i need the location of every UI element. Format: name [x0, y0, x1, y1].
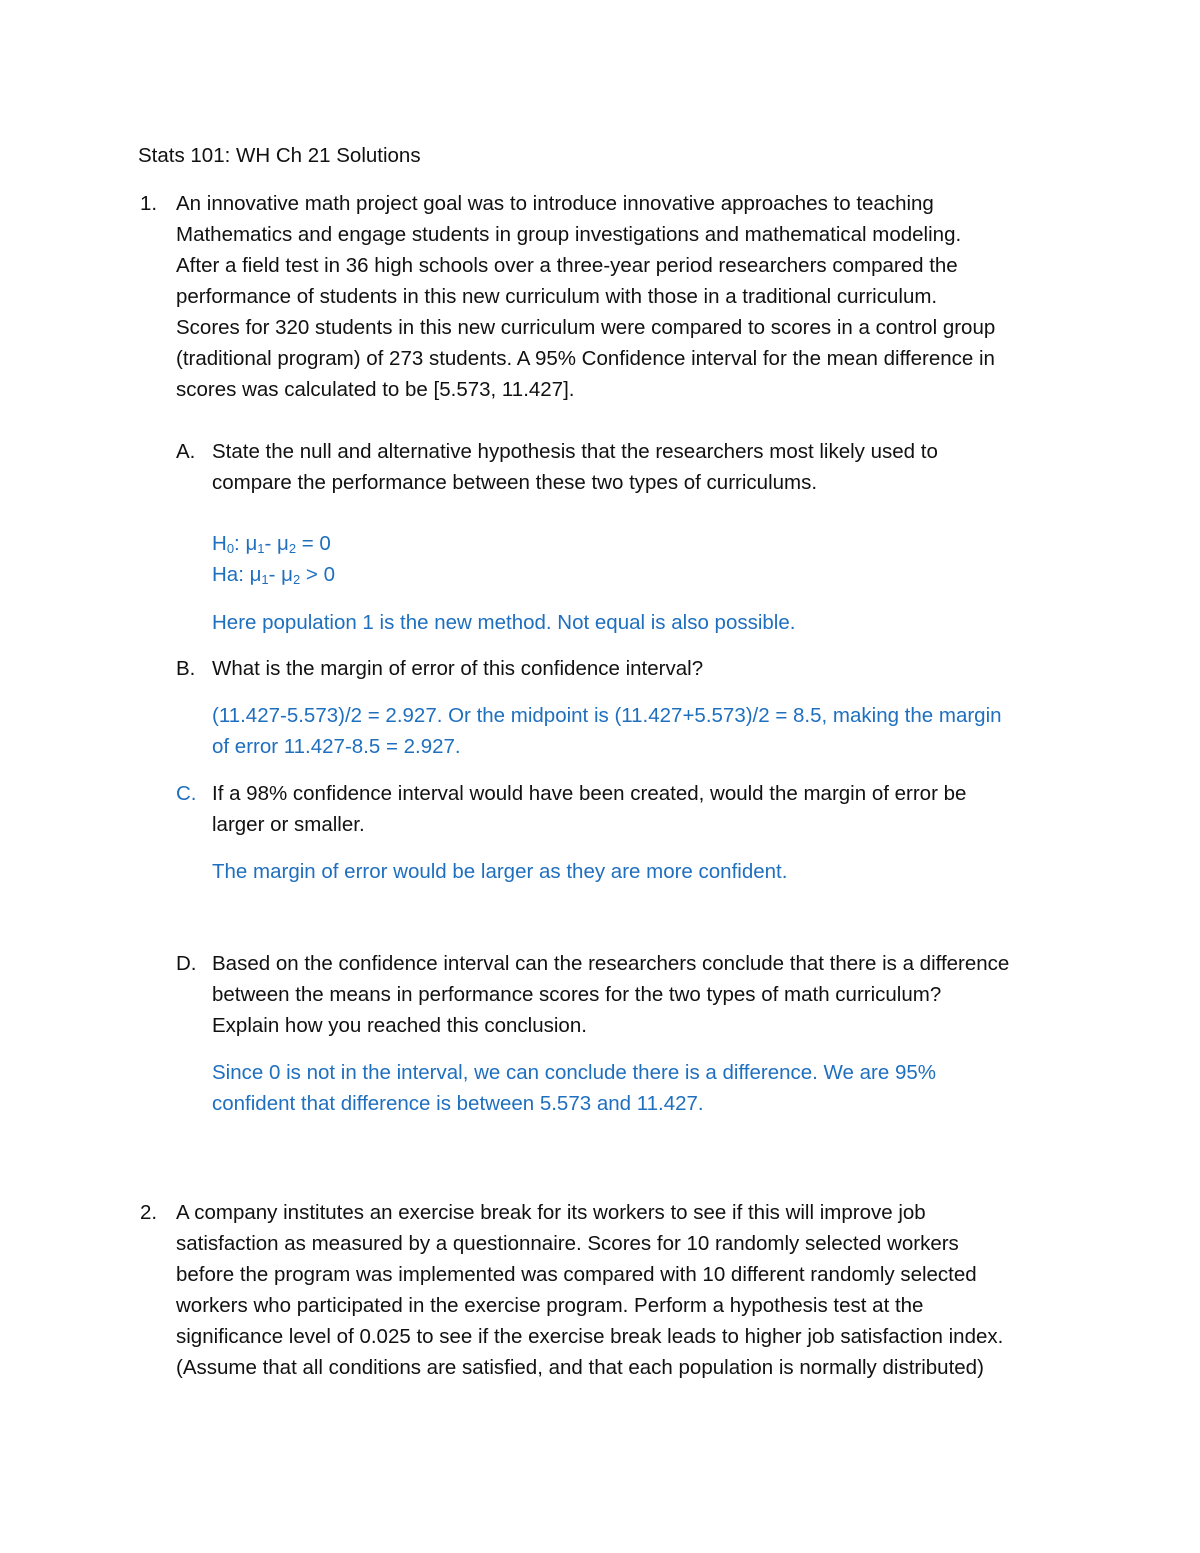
null-hypothesis-sub-0: 0: [226, 541, 235, 556]
question-1-text-line: performance of students in this new curriculum with those in a traditional curriculum.: [176, 285, 938, 308]
null-hypothesis-mu1: : μ: [234, 532, 258, 555]
question-1-text-line: scores was calculated to be [5.573, 11.427].: [176, 378, 575, 401]
question-2-text-line: satisfaction as measured by a questionnaire. Scores for 10 randomly selected workers: [176, 1232, 959, 1255]
part-d-answer-line: Since 0 is not in the interval, we can conclude there is a difference. We are 95%: [212, 1061, 936, 1084]
part-c-question-line: larger or smaller.: [212, 813, 365, 836]
part-c-label: C.: [176, 782, 197, 805]
part-b-answer-line: of error 11.427-8.5 = 2.927.: [212, 735, 461, 758]
part-c-question-line: If a 98% confidence interval would have been created, would the margin of error be: [212, 782, 967, 805]
part-d-label: D.: [176, 952, 197, 975]
question-2-text-line: significance level of 0.025 to see if the exercise break leads to higher job satisfaction index.: [176, 1325, 1004, 1348]
question-1-text-line: After a field test in 36 high schools over a three-year period researchers compared the: [176, 254, 958, 277]
part-d-answer-line: confident that difference is between 5.573 and 11.427.: [212, 1092, 704, 1115]
part-a-question-line: compare the performance between these two types of curriculums.: [212, 471, 818, 494]
question-2-text-line: before the program was implemented was compared with 10 different randomly selected: [176, 1263, 977, 1286]
question-1-text-line: Mathematics and engage students in group investigations and mathematical modeling.: [176, 223, 962, 246]
question-2-text-line: (Assume that all conditions are satisfied, and that each population is normally distributed): [176, 1356, 984, 1379]
part-b-question: What is the margin of error of this confidence interval?: [212, 657, 704, 680]
part-b-label: B.: [176, 657, 196, 680]
question-2-number: 2.: [140, 1201, 158, 1224]
null-hypothesis-sub-2: 2: [288, 541, 297, 556]
alt-hypothesis-sub-1: 1: [261, 572, 269, 587]
part-a-question-line: State the null and alternative hypothesis that the researchers most likely used to: [212, 440, 938, 463]
question-2-text-line: workers who participated in the exercise program. Perform a hypothesis test at the: [176, 1294, 924, 1317]
part-d-question-line: between the means in performance scores for the two types of math curriculum?: [212, 983, 942, 1006]
alternative-hypothesis: [212, 559, 335, 590]
alt-hypothesis-sub-2: 2: [293, 572, 301, 587]
question-1-text-line: (traditional program) of 273 students. A 95% Confidence interval for the mean difference in: [176, 347, 995, 370]
alt-hypothesis-value: > 0: [300, 563, 335, 586]
part-a-label: A.: [176, 440, 196, 463]
part-d-question-line: Based on the confidence interval can the researchers conclude that there is a difference: [212, 952, 1010, 975]
part-b-answer-line: (11.427-5.573)/2 = 2.927. Or the midpoint is (11.427+5.573)/2 = 8.5, making the margin: [212, 704, 1002, 727]
part-d-question-line: Explain how you reached this conclusion.: [212, 1014, 587, 1037]
null-hypothesis: [212, 528, 331, 559]
question-1-text-line: Scores for 320 students in this new curriculum were compared to scores in a control group: [176, 316, 996, 339]
part-a-answer-note: Here population 1 is the new method. Not equal is also possible.: [212, 611, 796, 634]
question-2-text-line: A company institutes an exercise break for its workers to see if this will improve job: [176, 1201, 926, 1224]
null-hypothesis-mu2: - μ: [264, 532, 289, 555]
null-hypothesis-sub-1: 1: [257, 541, 265, 556]
question-1-text-line: An innovative math project goal was to introduce innovative approaches to teaching: [176, 192, 934, 215]
null-hypothesis-h: H: [212, 532, 227, 555]
part-c-answer: The margin of error would be larger as they are more confident.: [212, 860, 788, 883]
null-hypothesis-value: = 0: [296, 532, 331, 555]
question-1-number: 1.: [140, 192, 158, 215]
alt-hypothesis-mu1: Ha: μ: [212, 563, 262, 586]
alt-hypothesis-mu2: - μ: [268, 563, 293, 586]
document-title: Stats 101: WH Ch 21 Solutions: [138, 144, 421, 167]
